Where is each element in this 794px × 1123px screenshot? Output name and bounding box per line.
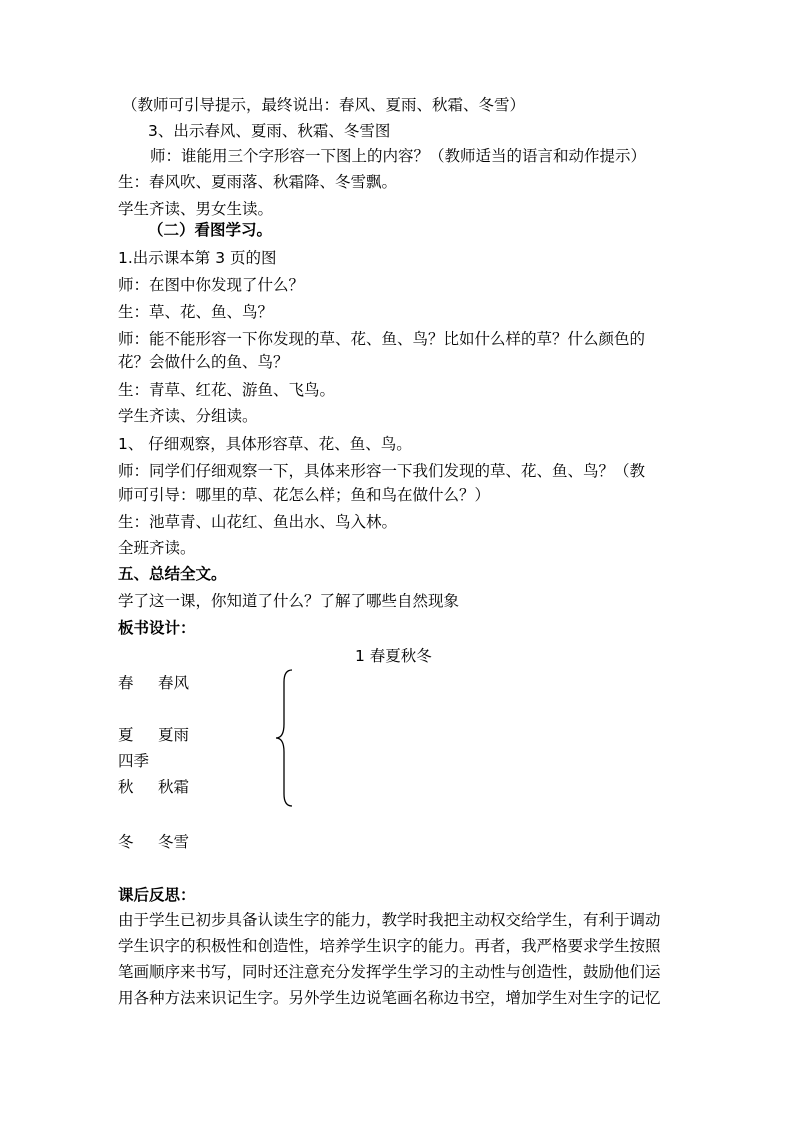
text-line: 师：能不能形容一下你发现的草、花、鱼、鸟？比如什么样的草？什么颜色的 (118, 330, 646, 348)
board-group-label: 四季 (118, 752, 150, 770)
text-line: 3、出示春风、夏雨、秋霜、冬雪图 (148, 122, 391, 140)
text-line: 学生齐读、男女生读。 (118, 200, 274, 218)
curly-brace-icon (272, 668, 296, 808)
text-line: 生：池草青、山花红、鱼出水、鸟入林。 (118, 513, 398, 531)
board-word: 夏雨 (158, 726, 190, 744)
board-heading: 板书设计： (118, 619, 196, 637)
text-line: 全班齐读。 (118, 539, 196, 557)
text-line: 生：春风吹、夏雨落、秋霜降、冬雪飘。 (118, 173, 398, 191)
board-word: 春风 (158, 674, 190, 692)
text-line: （教师可引导提示，最终说出：春风、夏雨、秋霜、冬雪） (122, 96, 526, 114)
text-line: 师可引导：哪里的草、花怎么样；鱼和鸟在做什么？） (118, 486, 491, 504)
reflection-line: 由于学生已初步具备认读生字的能力，教学时我把主动权交给学生，有利于调动 (118, 911, 661, 929)
reflection-line: 笔画顺序来书写，同时还注意充分发挥学生学习的主动性与创造性，鼓励他们运 (118, 963, 661, 981)
text-line: 师：谁能用三个字形容一下图上的内容？（教师适当的语言和动作提示） (150, 147, 647, 165)
text-line: 师：同学们仔细观察一下，具体来形容一下我们发现的草、花、鱼、鸟？（教 (118, 462, 646, 480)
board-word: 冬雪 (158, 833, 190, 851)
reflection-line: 学生识字的积极性和创造性，培养学生识字的能力。再者，我严格要求学生按照 (118, 937, 661, 955)
board-season: 春 (118, 674, 134, 692)
reflection-heading: 课后反思： (118, 886, 196, 904)
text-line: 学了这一课，你知道了什么？了解了哪些自然现象 (118, 592, 460, 610)
text-line: 生：草、花、鱼、鸟？ (118, 303, 274, 321)
reflection-line: 用各种方法来识记生字。另外学生边说笔画名称边书空，增加学生对生字的记忆 (118, 989, 661, 1007)
board-season: 秋 (118, 778, 134, 796)
board-season: 夏 (118, 726, 134, 744)
section-heading: （二）看图学习。 (148, 221, 273, 239)
text-line: 花？会做什么的鱼、鸟？ (118, 353, 289, 371)
text-line: 生：青草、红花、游鱼、飞鸟。 (118, 381, 336, 399)
text-line: 1.出示课本第 3 页的图 (118, 249, 277, 267)
text-line: 1、 仔细观察，具体形容草、花、鱼、鸟。 (118, 435, 412, 453)
section-heading: 五、总结全文。 (118, 565, 227, 583)
text-line: 学生齐读、分组读。 (118, 407, 258, 425)
text-line: 师：在图中你发现了什么？ (118, 276, 305, 294)
board-word: 秋霜 (158, 778, 190, 796)
board-title: 1 春夏秋冬 (355, 647, 432, 665)
board-season: 冬 (118, 833, 134, 851)
